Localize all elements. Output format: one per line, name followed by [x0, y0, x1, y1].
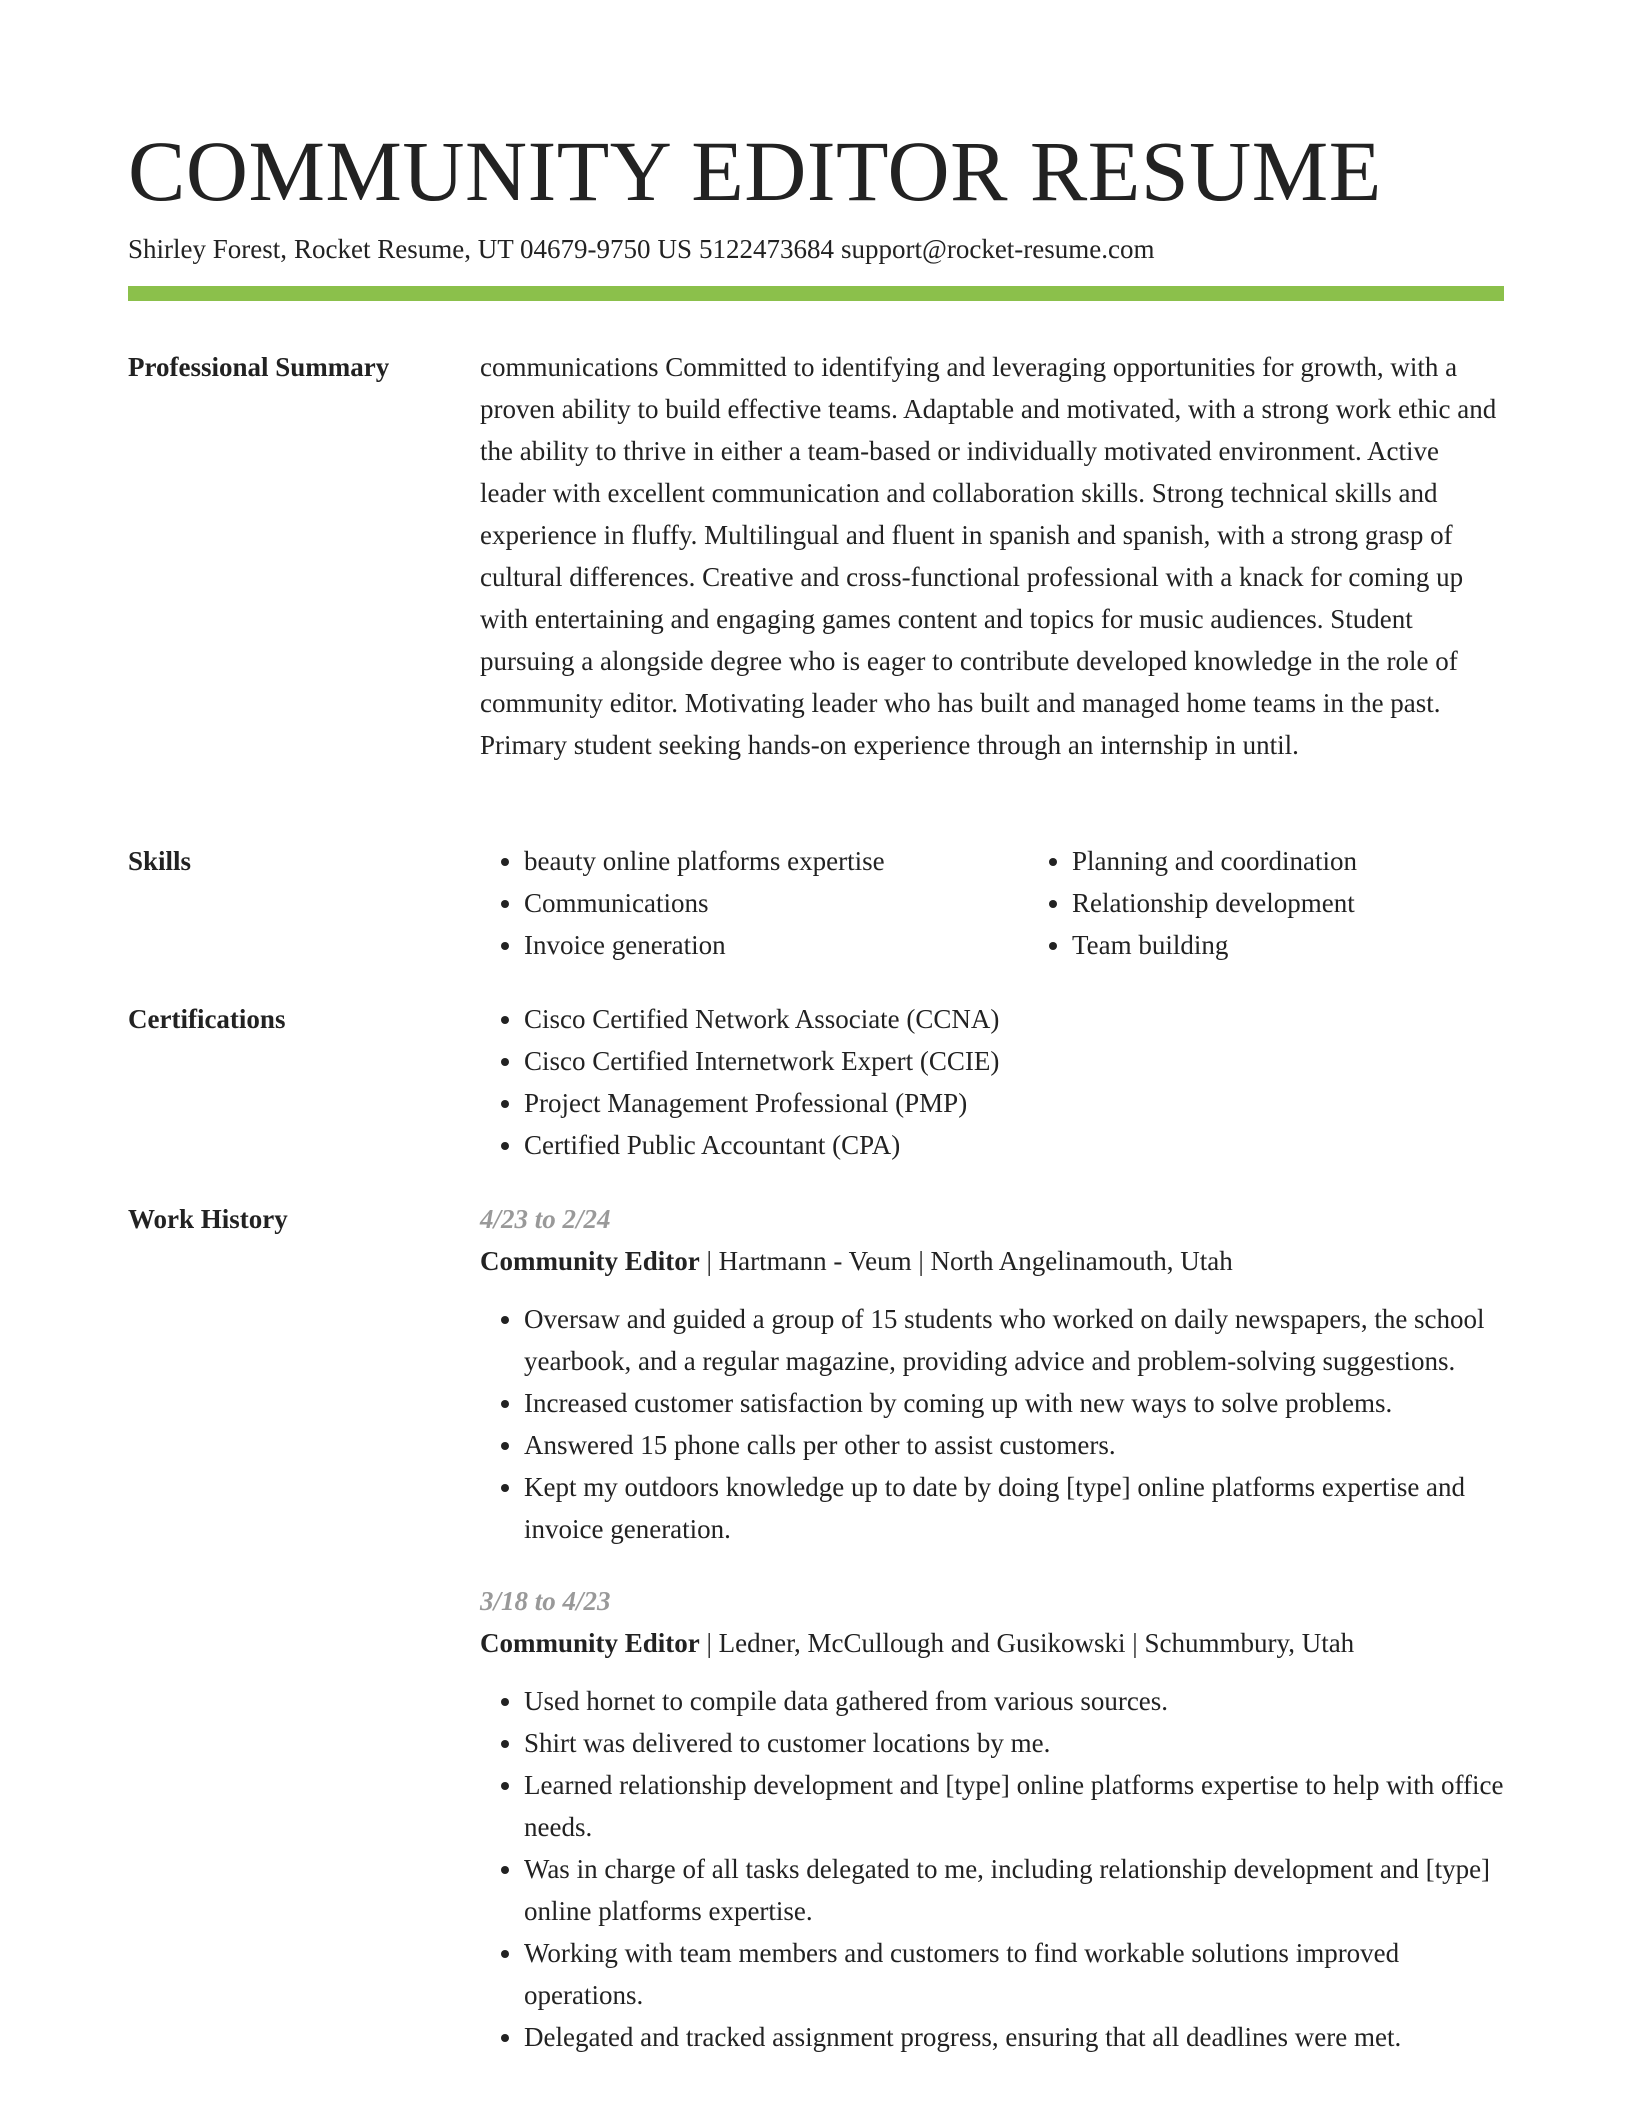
job-title-line [480, 1622, 1504, 1664]
contact-name: Shirley Forest, [128, 234, 287, 264]
summary-heading: Professional Summary [128, 352, 390, 382]
contact-phone: 5122473684 [698, 234, 834, 264]
certification-item: • Certified Public Accountant (CPA) [524, 1124, 1504, 1166]
work-history-body [480, 1198, 1504, 2058]
summary-text: communications Committed to identifying and leveraging opportunities for growth, with a proven ability to build effective teams. Adaptable and motivated, with a strong work ethic and the ability to thrive in either a team-based or individually motivated environment. Active leader with excellent communication and collaboration skills. Strong technical skills and experience in fluffy. Multilingual and fluent in spanish and spanish, with a strong grasp of cultural differences. Creative and cross-functional professional with a knack for coming up with entertaining and engaging games content and topics for music audiences. Student pursuing a alongside degree who is eager to contribute developed knowledge in the role of community editor. Motivating leader who has built and managed home teams in the past. Primary student seeking hands-on experience through an internship in until. [480, 352, 1497, 760]
job-duty: • Was in charge of all tasks delegated to me, including relationship development and [type] online platforms expertise. [524, 1848, 1504, 1932]
skills-columns [480, 840, 1504, 966]
skill-item: • Invoice generation [524, 924, 984, 966]
job-duty: • Used hornet to compile data gathered from various sources. [524, 1680, 1504, 1722]
skills-list-left [480, 840, 984, 966]
job-details: | Hartmann - Veum | North Angelinamouth, Utah [699, 1246, 1233, 1276]
certification-item: • Cisco Certified Network Associate (CCNA) [524, 998, 1504, 1040]
contact-email: support@rocket-resume.com [840, 234, 1155, 264]
skill-item: • Relationship development [1072, 882, 1532, 924]
job-duty: • Learned relationship development and [type] online platforms expertise to help with office needs. [524, 1764, 1504, 1848]
job-dates: 4/23 to 2/24 [480, 1204, 611, 1234]
certification-item: • Cisco Certified Internetwork Expert (CCIE) [524, 1040, 1504, 1082]
resume-title: COMMUNITY EDITOR RESUME [128, 123, 1382, 219]
certifications-list [480, 998, 1504, 1166]
contact-address: Rocket Resume, UT 04679-9750 [294, 234, 651, 264]
job-duty: • Oversaw and guided a group of 15 students who worked on daily newspapers, the school yearbook, and a regular magazine, providing advice and problem-solving suggestions. [524, 1298, 1504, 1382]
job-duty: • Answered 15 phone calls per other to assist customers. [524, 1424, 1504, 1466]
job-duty: • Working with team members and customers to find workable solutions improved operations. [524, 1932, 1504, 2016]
accent-divider [128, 286, 1504, 301]
contact-line [128, 230, 1155, 268]
job-duties-list [480, 1298, 1504, 1550]
job-duty: • Kept my outdoors knowledge up to date by doing [type] online platforms expertise and invoice generation. [524, 1466, 1504, 1550]
skills-list-right [1028, 840, 1532, 966]
skill-item: • Communications [524, 882, 984, 924]
job-duty: • Increased customer satisfaction by coming up with new ways to solve problems. [524, 1382, 1504, 1424]
job-role: Community Editor [480, 1628, 700, 1658]
job-duty: • Shirt was delivered to customer locations by me. [524, 1722, 1504, 1764]
skills-heading: Skills [128, 846, 192, 876]
job-entry [480, 1580, 1504, 2058]
certifications-heading: Certifications [128, 1004, 286, 1034]
work-history-heading: Work History [128, 1204, 288, 1234]
job-details: | Ledner, McCullough and Gusikowski | Schummbury, Utah [699, 1628, 1355, 1658]
job-role: Community Editor [480, 1246, 700, 1276]
skills-body [480, 840, 1504, 966]
job-entry [480, 1198, 1504, 1550]
skill-item: • Planning and coordination [1072, 840, 1532, 882]
job-duty: • Delegated and tracked assignment progress, ensuring that all deadlines were met. [524, 2016, 1504, 2058]
skill-item: • Team building [1072, 924, 1532, 966]
job-title-line [480, 1240, 1504, 1282]
job-duties-list [480, 1680, 1504, 2058]
contact-country: US [657, 234, 692, 264]
skill-item: • beauty online platforms expertise [524, 840, 984, 882]
certifications-body [480, 998, 1504, 1166]
certification-item: • Project Management Professional (PMP) [524, 1082, 1504, 1124]
job-dates: 3/18 to 4/23 [480, 1586, 611, 1616]
